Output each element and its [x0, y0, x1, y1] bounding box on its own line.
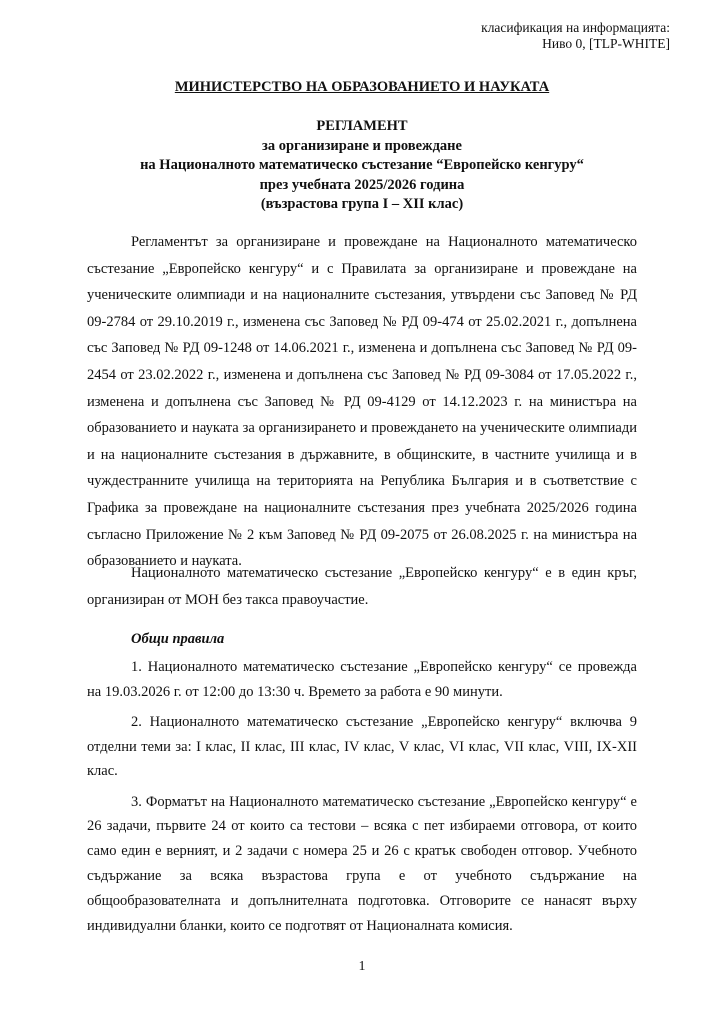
- title-line-4: през учебната 2025/2026 година: [259, 176, 465, 193]
- rule-item: 1. Националното математическо състезание „Европейско кенгуру“ се провежда на 19.03.2026 г. от 12:00 до 13:30 ч. Времето за работа е 90 минути.: [87, 659, 637, 700]
- classification-label: [481, 20, 670, 52]
- ministry-heading: МИНИСТЕРСТВО НА ОБРАЗОВАНИЕТО И НАУКАТА: [174, 79, 550, 95]
- title-line-3: на Националното математическо състезание “Европейско кенгуру“: [140, 157, 584, 173]
- round-paragraph: Националното математическо състезание „Европейско кенгуру“ е в един кръг, организиран от МОН без такса правоучастие.: [87, 565, 637, 608]
- round-section: [87, 560, 637, 613]
- classification-line-2: Ниво 0, [TLP-WHITE]: [542, 36, 670, 51]
- intro-paragraph: Регламентът за организиране и провеждане на Националното математическо състезание „Европейско кенгуру“ и с Правилата за организиране и провеждане на ученическите олимпиади и на националните състезания, утвърдени със Заповед № РД 09-2784 от 29.10.2019 г., изменена със Заповед № РД 09-474 от 25.02.2021 г., допълнена със Заповед № РД 09-1248 от 14.06.2021 г., изменена и допълнена със Заповед № РД 09-2454 от 23.02.2022 г., изменена и допълнена със Заповед № РД 09-3084 от 17.05.2022 г., изменена и допълнена със Заповед № РД 09-4129 от 14.12.2023 г. на министъра на образованието и науката за организирането и провеждането на ученическите олимпиади и на националните състезания в държавните, в общинските, в частните училища и в чуждестранните училища на територията на Република България и в съответствие с Графика за провеждане на националните състезания през учебната 2025/2026 година съгласно Приложение № 2 към Заповед № РД 09-2075 от 26.08.2025 г. на министъра на образованието и науката.: [87, 234, 637, 570]
- rules-list: [87, 655, 637, 945]
- intro-section: [87, 229, 637, 575]
- rule-item: 3. Форматът на Националното математическо състезание „Европейско кенгуру“ е 26 задачи, първите 24 от които са тестови – всяка с пет избираеми отговора, от които само един е верният, и 2 задачи с номера 25 и 26 с кратък свободен отговор. Учебното съдържание за всяка възрастова група е от учебното съдържание на общообразователната и допълнителната подготовка. Отговорите се нанасят върху индивидуални бланки, които се подготвят от Националната комисия.: [87, 793, 637, 935]
- page-number: 1: [358, 959, 366, 974]
- section-heading: Общи правила: [131, 631, 225, 647]
- title-line-2: за организиране и провеждане: [262, 137, 462, 154]
- document-title: [0, 117, 724, 215]
- title-line-1: РЕГЛАМЕНТ: [316, 118, 408, 134]
- classification-line-1: класификация на информацията:: [481, 20, 670, 35]
- title-line-5: (възрастова група I – XII клас): [260, 196, 464, 212]
- rule-item: 2. Националното математическо състезание „Европейско кенгуру“ включва 9 отделни теми за: I клас, II клас, III клас, IV клас, V клас, VI клас, VII клас, VIII, IX-XII клас.: [87, 714, 637, 779]
